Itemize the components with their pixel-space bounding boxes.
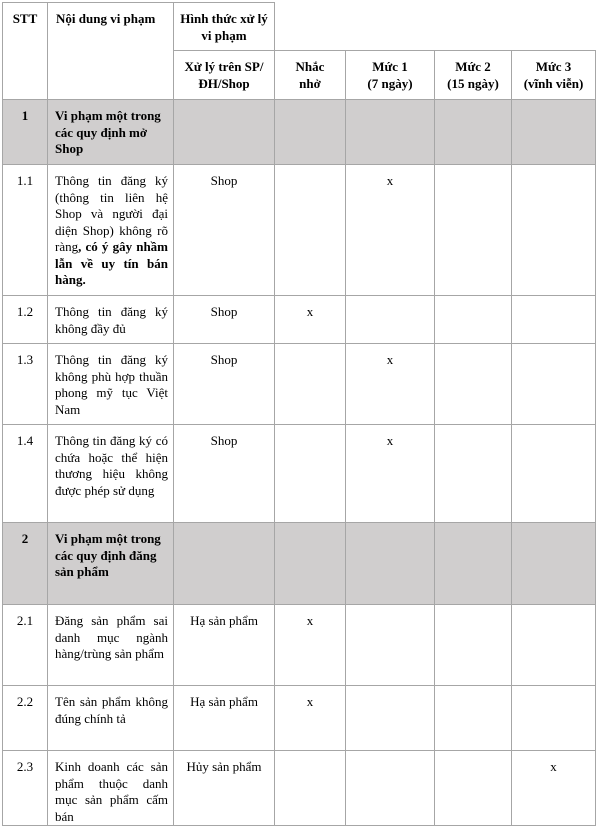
row-content	[48, 425, 174, 523]
table-row	[3, 296, 596, 344]
row-stt: 1.2	[3, 296, 48, 344]
row-level1-mark: x	[346, 165, 435, 296]
header-stt: STT	[3, 3, 48, 100]
table-row	[3, 751, 596, 826]
row-handling: Shop	[174, 344, 275, 425]
row-content-text: Tên sản phẩm không đúng chính tả	[55, 694, 168, 726]
row-content	[48, 605, 174, 686]
section-empty-cell	[435, 523, 512, 605]
row-content	[48, 686, 174, 751]
row-remind-mark	[275, 751, 346, 826]
row-handling: Hủy sản phẩm	[174, 751, 275, 826]
row-level2-mark	[435, 296, 512, 344]
row-content	[48, 344, 174, 425]
row-content	[48, 165, 174, 296]
row-level2-mark	[435, 344, 512, 425]
row-level1-mark	[346, 751, 435, 826]
header-level2	[435, 51, 512, 100]
table-row	[3, 425, 596, 523]
row-level3-mark: x	[512, 751, 596, 826]
section-row	[3, 523, 596, 605]
section-title: Vi phạm một trong các quy định mở Shop	[48, 100, 174, 165]
row-stt: 1.4	[3, 425, 48, 523]
row-level2-mark	[435, 686, 512, 751]
row-level3-mark	[512, 605, 596, 686]
header-level1-line2: (7 ngày)	[367, 75, 413, 91]
section-title: Vi phạm một trong các quy định đăng sản phẩm	[48, 523, 174, 605]
table-row	[3, 605, 596, 686]
section-empty-cell	[512, 523, 596, 605]
row-content	[48, 751, 174, 826]
row-handling: Shop	[174, 425, 275, 523]
section-empty-cell	[275, 523, 346, 605]
row-stt: 1.1	[3, 165, 48, 296]
row-remind-mark	[275, 165, 346, 296]
row-content	[48, 296, 174, 344]
section-empty-cell	[435, 100, 512, 165]
row-content-text: Thông tin đăng ký không đầy đủ	[55, 304, 168, 336]
row-content-text: Kinh doanh các sản phẩm thuộc danh mục sản phẩm cấm bán	[55, 759, 168, 824]
header-level3	[512, 51, 596, 100]
table-row	[3, 686, 596, 751]
section-stt: 2	[3, 523, 48, 605]
row-stt: 2.2	[3, 686, 48, 751]
row-level3-mark	[512, 425, 596, 523]
row-remind-mark: x	[275, 686, 346, 751]
row-handling: Hạ sản phẩm	[174, 686, 275, 751]
table-row	[3, 344, 596, 425]
row-level1-mark	[346, 686, 435, 751]
section-row	[3, 100, 596, 165]
header-handling-on: Xử lý trên SP/ĐH/Shop	[174, 51, 275, 100]
row-content-text: Thông tin đăng ký không phù hợp thuần phong mỹ tục Việt Nam	[55, 352, 168, 417]
row-level1-mark: x	[346, 425, 435, 523]
table-row	[3, 165, 596, 296]
row-handling: Shop	[174, 165, 275, 296]
section-empty-cell	[346, 100, 435, 165]
section-empty-cell	[174, 100, 275, 165]
header-level3-line2: (vĩnh viễn)	[523, 75, 584, 91]
header-level2-line1: Mức 2	[455, 59, 491, 74]
row-content-text: Thông tin đăng ký có chứa hoặc thể hiện thương hiệu không được phép sử dụng	[55, 433, 168, 498]
section-empty-cell	[512, 100, 596, 165]
header-remind-text: Nhắc nhở	[295, 59, 325, 91]
row-content-bold-text: , có ý gây nhầm lẫn về uy tín bán hàng.	[55, 239, 168, 287]
section-empty-cell	[346, 523, 435, 605]
section-empty-cell	[275, 100, 346, 165]
row-remind-mark: x	[275, 605, 346, 686]
row-level1-mark	[346, 605, 435, 686]
header-row-1	[3, 3, 596, 51]
row-level3-mark	[512, 165, 596, 296]
row-level3-mark	[512, 296, 596, 344]
header-handling-group: Hình thức xử lý vi phạm	[174, 3, 275, 51]
row-remind-mark: x	[275, 296, 346, 344]
row-level2-mark	[435, 751, 512, 826]
row-content-text: Đăng sản phẩm sai danh mục ngành hàng/trùng sản phẩm	[55, 613, 168, 661]
violation-table	[2, 2, 596, 826]
header-level1	[346, 51, 435, 100]
row-level3-mark	[512, 344, 596, 425]
row-level3-mark	[512, 686, 596, 751]
row-level2-mark	[435, 425, 512, 523]
row-level1-mark	[346, 296, 435, 344]
header-level3-line1: Mức 3	[535, 59, 572, 74]
header-blank	[275, 3, 596, 51]
row-handling: Shop	[174, 296, 275, 344]
row-stt: 1.3	[3, 344, 48, 425]
header-remind	[275, 51, 346, 100]
row-level1-mark: x	[346, 344, 435, 425]
row-remind-mark	[275, 344, 346, 425]
row-stt: 2.3	[3, 751, 48, 826]
header-content: Nội dung vi phạm	[48, 3, 174, 100]
row-level2-mark	[435, 165, 512, 296]
section-stt: 1	[3, 100, 48, 165]
row-remind-mark	[275, 425, 346, 523]
header-level1-line1: Mức 1	[372, 59, 408, 74]
header-level2-line2: (15 ngày)	[447, 75, 499, 91]
section-empty-cell	[174, 523, 275, 605]
row-content-text: Thông tin đăng ký (thông tin liên hệ Shop và người đại diện Shop) không rõ ràng	[55, 173, 168, 254]
row-stt: 2.1	[3, 605, 48, 686]
row-level2-mark	[435, 605, 512, 686]
row-handling: Hạ sản phẩm	[174, 605, 275, 686]
